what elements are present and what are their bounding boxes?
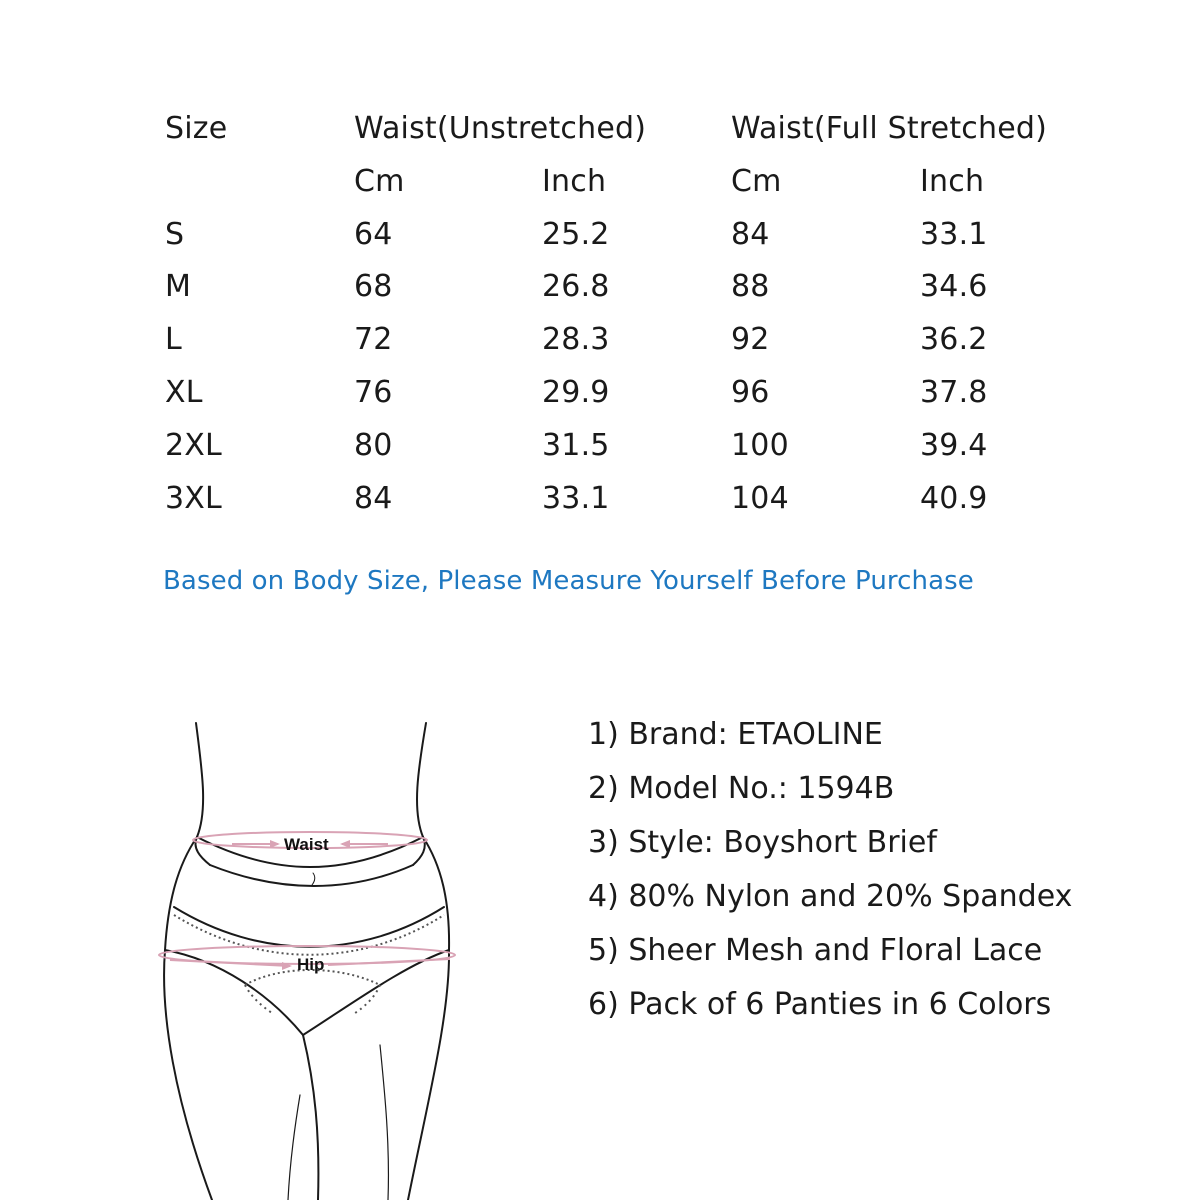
cm-unstretched-cell: 80 — [354, 427, 393, 463]
inch-stretched-cell: 36.2 — [920, 322, 988, 358]
feature-material: 4) 80% Nylon and 20% Spandex — [588, 879, 1073, 914]
waist-unstretched-header: Waist(Unstretched) — [354, 111, 647, 146]
inch-unstretched-cell: 25.2 — [542, 216, 610, 252]
feature-model-number: 2) Model No.: 1594B — [588, 771, 895, 806]
unit-cm-stretched: Cm — [731, 163, 782, 199]
size-cell: S — [165, 216, 185, 252]
inch-unstretched-cell: 29.9 — [542, 374, 610, 410]
feature-pack: 6) Pack of 6 Panties in 6 Colors — [588, 987, 1052, 1022]
inch-stretched-cell: 33.1 — [920, 216, 988, 252]
unit-header-row — [165, 156, 1065, 209]
size-cell: L — [165, 322, 182, 358]
waist-full-stretched-header: Waist(Full Stretched) — [731, 111, 1048, 146]
inch-unstretched-cell: 33.1 — [542, 480, 610, 516]
size-chart-table — [165, 103, 1065, 525]
inch-stretched-cell: 39.4 — [920, 427, 988, 463]
table-row — [165, 261, 1065, 314]
unit-inch-stretched: Inch — [920, 163, 985, 199]
cm-unstretched-cell: 64 — [354, 216, 393, 252]
inch-unstretched-cell: 31.5 — [542, 427, 610, 463]
size-cell: M — [165, 269, 192, 305]
table-row — [165, 473, 1065, 526]
cm-unstretched-cell: 76 — [354, 374, 393, 410]
cm-stretched-cell: 92 — [731, 322, 770, 358]
size-header: Size — [165, 111, 228, 146]
cm-stretched-cell: 104 — [731, 480, 789, 516]
size-header-row — [165, 103, 1065, 156]
cm-unstretched-cell: 68 — [354, 269, 393, 305]
waist-label: Waist — [284, 835, 329, 854]
table-row — [165, 367, 1065, 420]
inch-unstretched-cell: 28.3 — [542, 322, 610, 358]
feature-brand: 1) Brand: ETAOLINE — [588, 717, 883, 752]
feature-fabric: 5) Sheer Mesh and Floral Lace — [588, 933, 1043, 968]
product-features-list — [588, 708, 1072, 1032]
unit-cm-unstretched: Cm — [354, 163, 405, 199]
cm-stretched-cell: 88 — [731, 269, 770, 305]
size-cell: 3XL — [165, 480, 222, 516]
feature-style: 3) Style: Boyshort Brief — [588, 825, 937, 860]
inch-stretched-cell: 37.8 — [920, 374, 988, 410]
cm-unstretched-cell: 84 — [354, 480, 393, 516]
cm-unstretched-cell: 72 — [354, 322, 393, 358]
cm-stretched-cell: 100 — [731, 427, 789, 463]
cm-stretched-cell: 84 — [731, 216, 770, 252]
size-cell: 2XL — [165, 427, 222, 463]
unit-inch-unstretched: Inch — [542, 163, 607, 199]
cm-stretched-cell: 96 — [731, 374, 770, 410]
table-row — [165, 314, 1065, 367]
hip-label: Hip — [297, 955, 325, 974]
inch-stretched-cell: 34.6 — [920, 269, 988, 305]
inch-unstretched-cell: 26.8 — [542, 269, 610, 305]
body-measurement-figure — [150, 715, 470, 1200]
inch-stretched-cell: 40.9 — [920, 480, 988, 516]
table-row — [165, 420, 1065, 473]
size-cell: XL — [165, 374, 203, 410]
table-row — [165, 209, 1065, 262]
measurement-note: Based on Body Size, Please Measure Yourself Before Purchase — [163, 566, 974, 596]
